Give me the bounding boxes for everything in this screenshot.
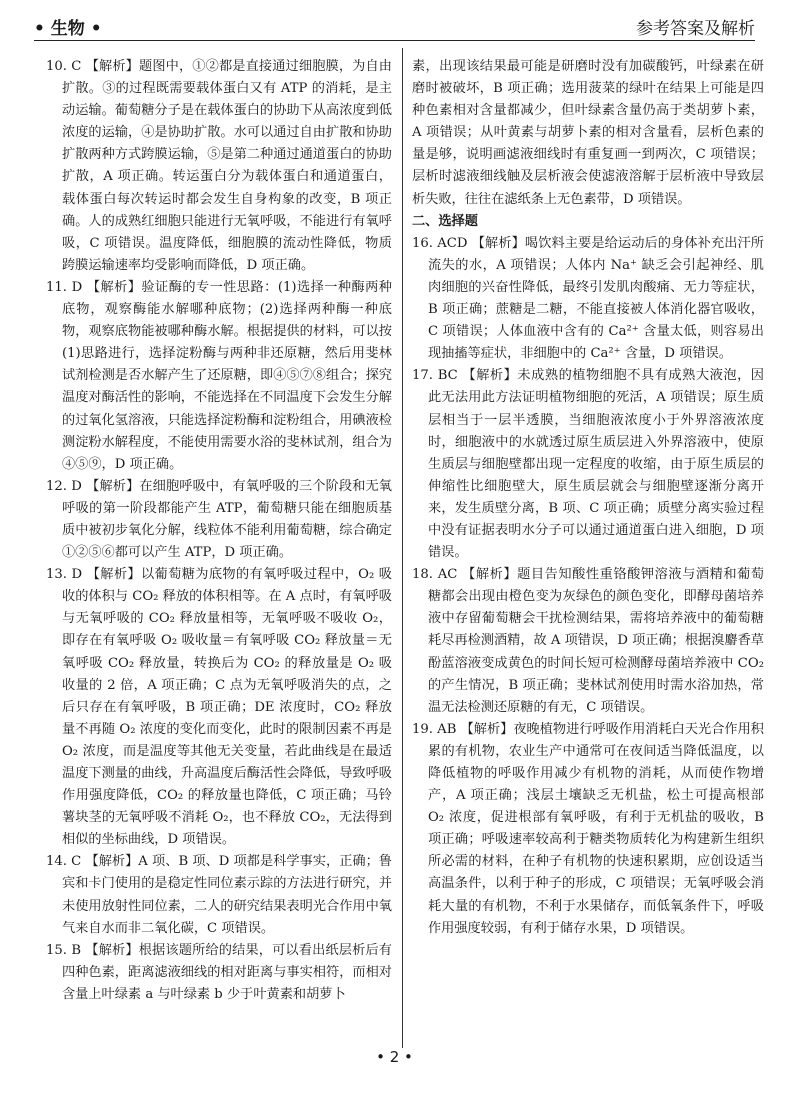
answer-item-17: 17. BC 【解析】未成熟的植物细胞不具有成熟大液泡，因此无法用此方法证明植物细胞的死活，A 项错误；原生质层相当于一层半透膜，当细胞液浓度小于外界溶液浓度时，细胞液中的水就透过原生质层进入外界溶液中，使原生质层与细胞壁都出现一定程度的收缩，由于原生质层的伸缩性比细胞壁大，原生质层就会与细胞壁逐渐分离开来，发生质壁分离，B 项、C 项正确；质壁分离实验过程中没有证据表明水分子可以通过通道蛋白进入细胞，D 项错误。	[412, 368, 764, 561]
answer-item-13: 13. D 【解析】以葡萄糖为底物的有氧呼吸过程中，O₂ 吸收的体积与 CO₂ 释放的体积相等。在 A 点时，有氧呼吸与无氧呼吸的 CO₂ 释放量相等，无氧呼吸不吸收 O₂，即存在有氧呼吸 O₂ 吸收量＝有氧呼吸 CO₂ 释放量＝无氧呼吸 CO₂ 释放量，转换后为 CO₂ 的释放量是 O₂ 吸收量的 2 倍，A 项正确；C 点为无氧呼吸消失的点，之后只存在有氧呼吸，B 项正确；DE 浓度时，CO₂ 释放量不再随 O₂ 浓度的变化而变化，此时的限制因素不再是 O₂ 浓度，而是温度等其他无关变量，若此曲线是在最适温度下测量的曲线，升高温度后酶活性会降低，导致呼吸作用强度降低，CO₂ 的释放量也降低，C 项正确；马铃薯块茎的无氧呼吸不消耗 O₂，也不释放 CO₂，无法得到相似的坐标曲线，D 项错误。	[46, 567, 392, 848]
answer-item-18: 18. AC 【解析】题目告知酸性重铬酸钾溶液与酒精和葡萄糖都会出现由橙色变为灰绿色的颜色变化，即酵母菌培养液中存留葡萄糖会干扰检测结果，需将培养液中的葡萄糖耗尽再检测酒精，故 A 项错误，D 项正确；根据溴麝香草酚蓝溶液变成黄色的时间长短可检测酵母菌培养液中 CO₂ 的产生情况，B 项正确；斐林试剂使用时需水浴加热，常温无法检测还原糖的有无，C 项错误。	[412, 567, 764, 715]
answer-item-10: 10. C 【解析】题图中，①②都是直接通过细胞膜，为自由扩散。③的过程既需要载体蛋白又有 ATP 的消耗，是主动运输。葡萄糖分子是在载体蛋白的协助下从高浓度到低浓度的运输，④是协助扩散。水可以通过自由扩散和协助扩散两种方式跨膜运输，⑤是第二种通过通道蛋白的协助扩散，A 项正确。转运蛋白分为载体蛋白和通道蛋白，载体蛋白每次转运时都会发生自身构象的改变，B 项正确。人的成熟红细胞只能进行无氧呼吸，不能进行有氧呼吸，C 项错误。温度降低，细胞膜的流动性降低，物质跨膜运输速率均受影响而降低，D 项正确。	[46, 59, 392, 273]
left-column	[46, 56, 392, 1006]
right-column	[412, 56, 764, 940]
subject-label: • 生物 •	[34, 19, 102, 39]
section-title: 二、选择题	[412, 213, 478, 229]
page-number: • 2 •	[376, 1048, 413, 1066]
answer-item-14: 14. C 【解析】A 项、B 项、D 项都是科学事实，正确；鲁宾和卡门使用的是稳定性同位素示踪的方法进行研究，并未使用放射性同位素，二人的研究结果表明光合作用中氧气来自水而非二氧化碳，C 项错误。	[46, 854, 392, 936]
answer-item-15-continued: 素，出现该结果最可能是研磨时没有加碳酸钙，叶绿素在研磨时被破坏，B 项正确；选用菠菜的绿叶在结果上可能是四种色素相对含量都减少，但叶绿素含量仍高于类胡萝卜素，A 项错误；从叶黄素与胡萝卜素的相对含量看，层析色素的量是够，说明画滤液细线时有重复画一到两次，C 项错误；层析时滤液细线触及层析液会使滤液溶解于层析液中导致层析失败，往往在滤纸条上无色素带，D 项错误。	[412, 59, 764, 207]
answer-item-16: 16. ACD 【解析】喝饮料主要是给运动后的身体补充出汗所流失的水，A 项错误；人体内 Na⁺ 缺乏会引起神经、肌肉细胞的兴奋性降低，最终引发肌肉酸痛、无力等症状，B 项正确；蔗糖是二糖，不能直接被人体消化器官吸收，C 项错误；人体血液中含有的 Ca²⁺ 含量太低，则容易出现抽搐等症状，非细胞中的 Ca²⁺ 含量，D 项错误。	[412, 235, 764, 362]
answer-item-11: 11. D 【解析】验证酶的专一性思路：(1)选择一种酶两种底物，观察酶能水解哪种底物；(2)选择两种酶一种底物，观察底物能被哪种酶水解。根据提供的材料，可以按(1)思路进行，选择淀粉酶与两种非还原糖，然后用斐林试剂检测是否水解产生了还原糖，即④⑤⑦⑧组合；探究温度对酶活性的影响，不能选择在不同温度下会发生分解的过氧化氢溶液，只能选择淀粉酶和淀粉组合，用碘液检测淀粉水解程度，不能使用需要水浴的斐林试剂，组合为④⑤⑨，D 项正确。	[46, 279, 392, 472]
header-title: 参考答案及解析	[636, 19, 755, 39]
header-divider	[34, 40, 755, 41]
answer-item-12: 12. D 【解析】在细胞呼吸中，有氧呼吸的三个阶段和无氧呼吸的第一阶段都能产生 ATP，葡萄糖只能在细胞质基质中被初步氧化分解，线粒体不能利用葡萄糖，综合确定①②⑤⑥都可以产生 ATP，D 项正确。	[46, 478, 392, 561]
answer-item-15: 15. B 【解析】根据该题所给的结果，可以看出纸层析后有四种色素，距离滤液细线的相对距离与事实相符，而相对含量上叶绿素 a 与叶绿素 b 少于叶黄素和胡萝卜	[46, 942, 392, 1002]
column-divider	[402, 48, 403, 1048]
answer-item-19: 19. AB 【解析】夜晚植物进行呼吸作用消耗白天光合作用积累的有机物，农业生产中通常可在夜间适当降低温度，以降低植物的呼吸作用减少有机物的消耗，从而使作物增产，A 项正确；浅层土壤缺乏无机盐，松土可提高根部 O₂ 浓度，促进根部有氧呼吸，有利于无机盐的吸收，B 项正确；呼吸速率较高利于糖类物质转化为构建新生组织所必需的材料，在种子有机物的快速积累期，应创设适当高温条件，以利于种子的形成，C 项错误；无氧呼吸会消耗大量的有机物，不利于水果储存，而低氧条件下，呼吸作用强度较弱，有利于储存水果，D 项错误。	[412, 721, 764, 936]
page-header	[34, 12, 755, 38]
